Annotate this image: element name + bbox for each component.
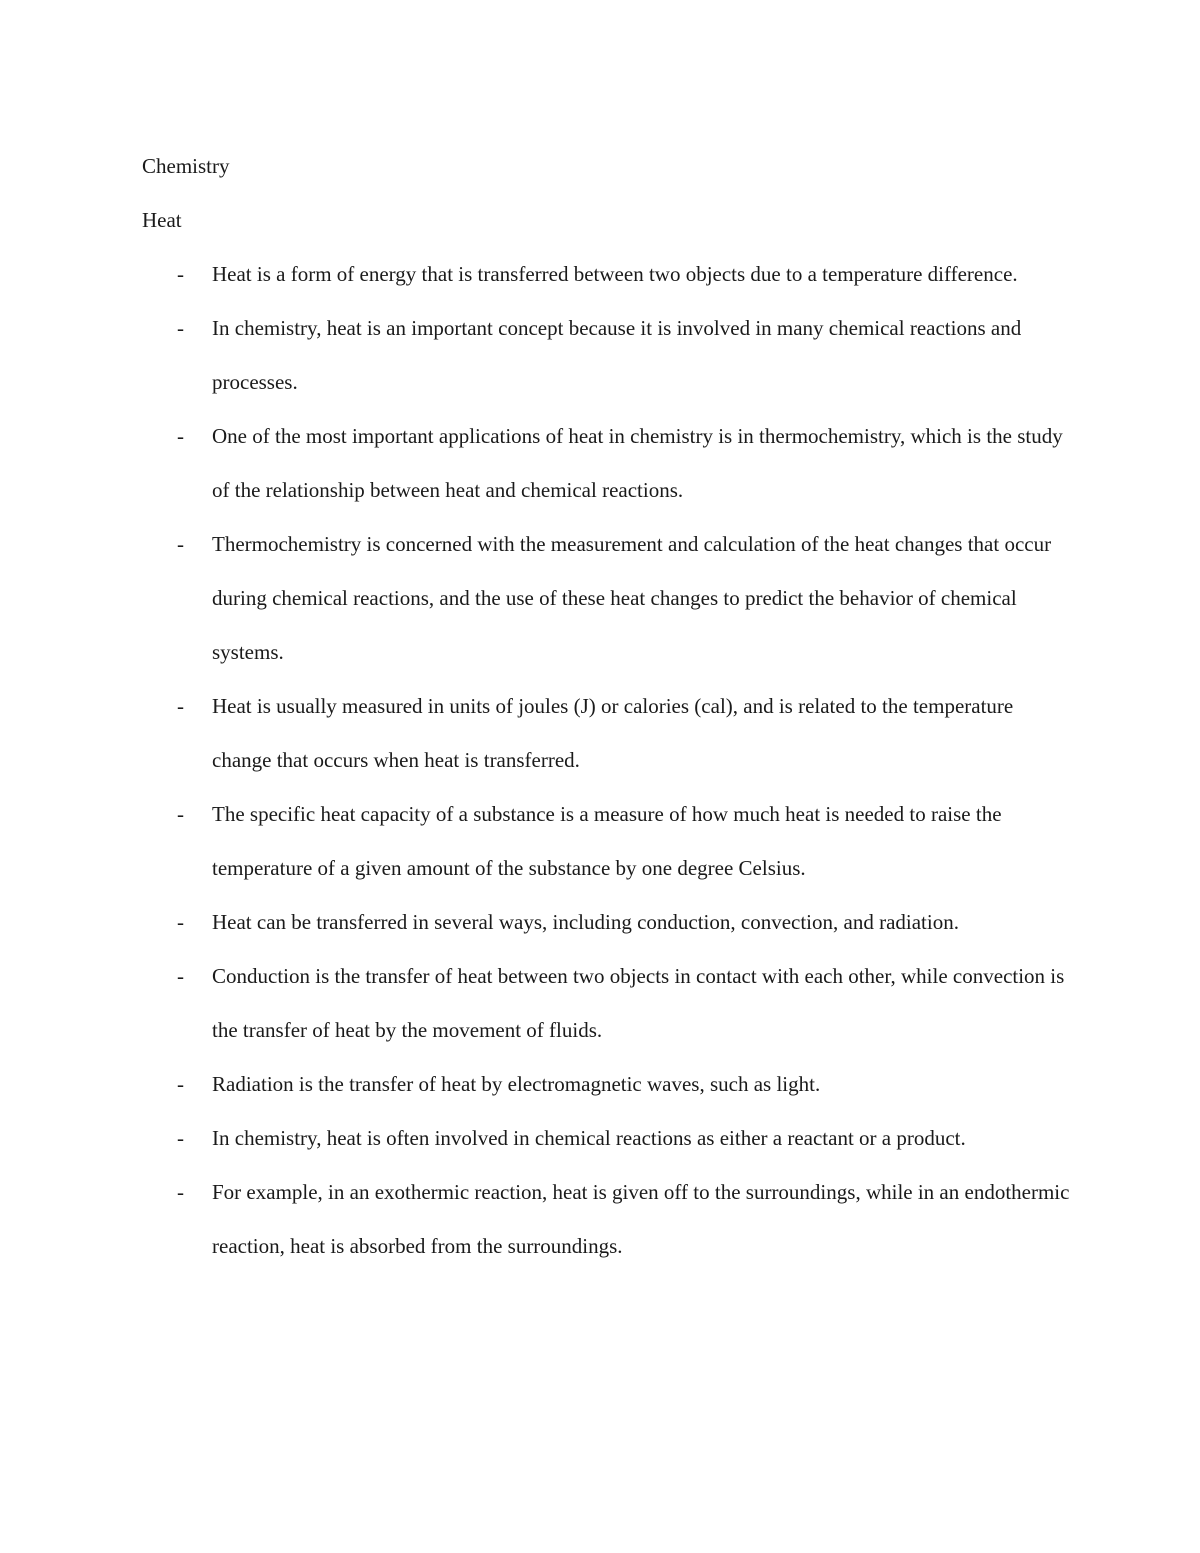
subject-heading: Chemistry	[142, 154, 230, 178]
bullet-dash: -	[177, 1072, 184, 1096]
bullet-dash: -	[177, 964, 184, 988]
bullet-text: Radiation is the transfer of heat by electromagnetic waves, such as light.	[212, 1072, 821, 1096]
list-item	[142, 679, 1072, 787]
list-item	[142, 787, 1072, 895]
bullet-text: Heat can be transferred in several ways, including conduction, convection, and radiation.	[212, 910, 959, 934]
list-item	[142, 1165, 1072, 1273]
bullet-dash: -	[177, 1126, 184, 1150]
list-item	[142, 1111, 1072, 1165]
list-item	[142, 1057, 1072, 1111]
list-item	[142, 517, 1072, 679]
bullet-text: In chemistry, heat is often involved in chemical reactions as either a reactant or a product.	[212, 1126, 966, 1150]
bullet-text: In chemistry, heat is an important concept because it is involved in many chemical reactions and processes.	[212, 316, 1022, 394]
list-item	[142, 301, 1072, 409]
bullet-text: One of the most important applications of heat in chemistry is in thermochemistry, which is the study of the relationship between heat and chemical reactions.	[212, 424, 1063, 502]
bullet-text: Conduction is the transfer of heat between two objects in contact with each other, while convection is the transfer of heat by the movement of fluids.	[212, 964, 1065, 1042]
topic-heading: Heat	[142, 208, 182, 232]
bullet-text: Thermochemistry is concerned with the measurement and calculation of the heat changes that occur during chemical reactions, and the use of these heat changes to predict the behavior of chemical systems.	[212, 532, 1052, 664]
list-item	[142, 247, 1072, 301]
list-item	[142, 895, 1072, 949]
bullet-dash: -	[177, 262, 184, 286]
bullet-text: Heat is a form of energy that is transferred between two objects due to a temperature difference.	[212, 262, 1018, 286]
bullet-list	[142, 247, 1072, 1273]
list-item	[142, 409, 1072, 517]
bullet-text: Heat is usually measured in units of joules (J) or calories (cal), and is related to the temperature change that occurs when heat is transferred.	[212, 694, 1014, 772]
bullet-dash: -	[177, 1180, 184, 1204]
bullet-text: The specific heat capacity of a substance is a measure of how much heat is needed to raise the temperature of a given amount of the substance by one degree Celsius.	[212, 802, 1002, 880]
bullet-dash: -	[177, 802, 184, 826]
list-item	[142, 949, 1072, 1057]
document-body	[142, 139, 1072, 1273]
bullet-dash: -	[177, 424, 184, 448]
bullet-dash: -	[177, 316, 184, 340]
bullet-dash: -	[177, 532, 184, 556]
bullet-text: For example, in an exothermic reaction, heat is given off to the surroundings, while in an endothermic reaction, heat is absorbed from the surroundings.	[212, 1180, 1070, 1258]
bullet-dash: -	[177, 910, 184, 934]
bullet-dash: -	[177, 694, 184, 718]
